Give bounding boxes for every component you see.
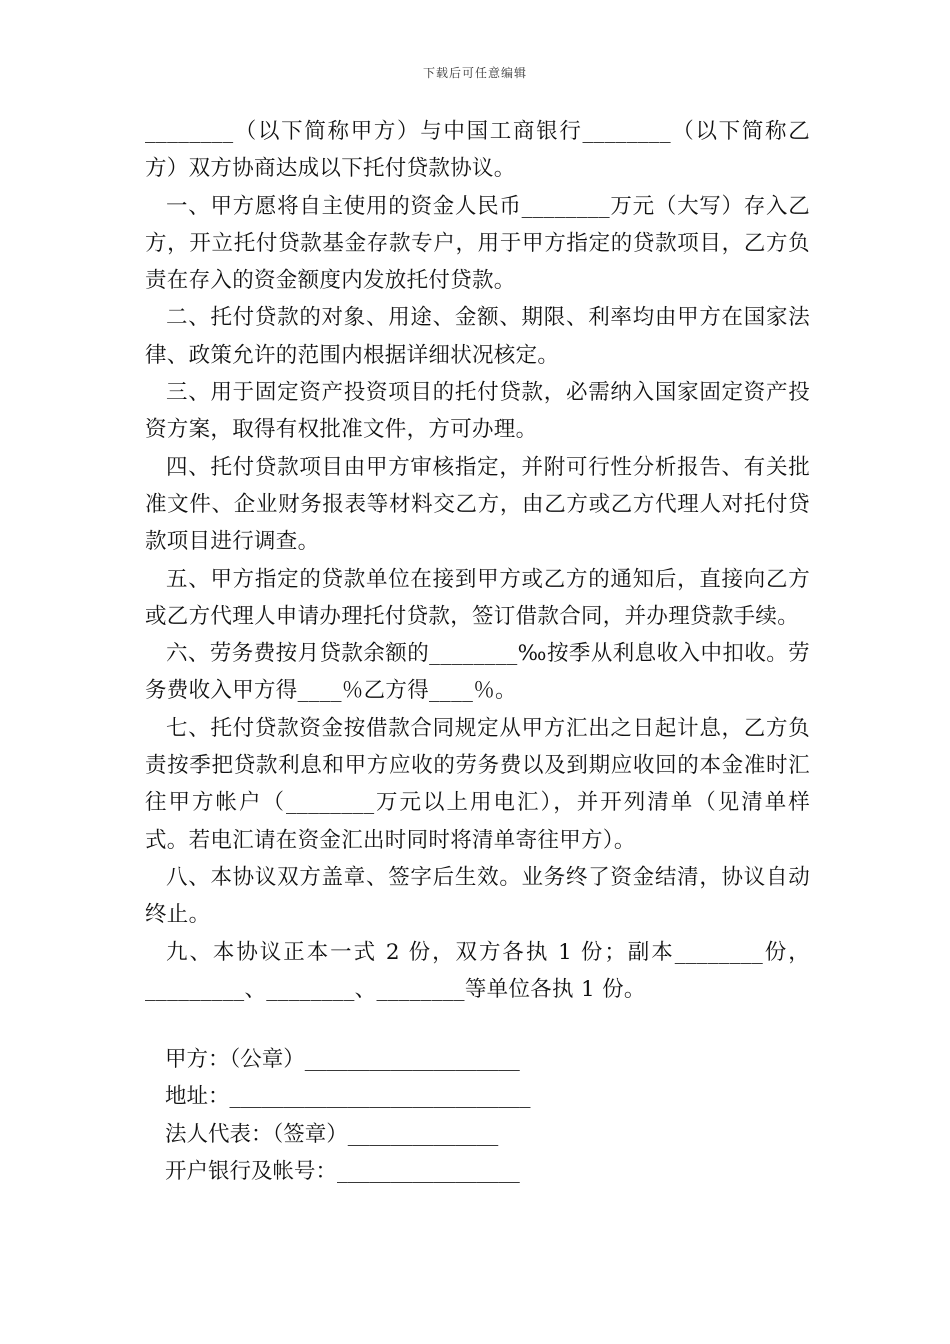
- signature-block: [165, 1041, 565, 1190]
- intro-paragraph: ________（以下简称甲方）与中国工商银行________（以下简称乙方）双方协商达成以下托付贷款协议。: [145, 119, 810, 182]
- clause-4: 四、托付贷款项目由甲方审核指定，并附可行性分析报告、有关批准文件、企业财务报表等材料交乙方，由乙方或乙方代理人对托付贷款项目进行调查。: [145, 454, 810, 555]
- clause-5: 五、甲方指定的贷款单位在接到甲方或乙方的通知后，直接向乙方或乙方代理人申请办理托付贷款，签订借款合同，并办理贷款手续。: [145, 566, 810, 629]
- clause-1: 一、甲方愿将自主使用的资金人民币________万元（大写）存入乙方，开立托付贷款基金存款专户，用于甲方指定的贷款项目，乙方负责在存入的资金额度内发放托付贷款。: [145, 193, 810, 294]
- clause-9: 九、本协议正本一式 2 份，双方各执 1 份；副本________份，_________、________、________等单位各执 1 份。: [145, 939, 810, 1002]
- agreement-body: [145, 113, 810, 1008]
- clause-6: 六、劳务费按月贷款余额的________‰按季从利息收入中扣收。劳务费收入甲方得____％乙方得____％。: [145, 641, 810, 704]
- clause-3: 三、用于固定资产投资项目的托付贷款，必需纳入国家固定资产投资方案，取得有权批准文件，方可办理。: [145, 380, 810, 443]
- page-header-note: 下载后可任意编辑: [422, 66, 527, 80]
- party-a-seal-line: 甲方：（公章）____________________: [165, 1047, 520, 1072]
- address-line: 地址：____________________________: [165, 1084, 531, 1110]
- bank-account-line: 开户银行及帐号：_________________: [165, 1158, 520, 1184]
- legal-representative-line: 法人代表：（签章）______________: [165, 1121, 499, 1147]
- clause-7: 七、托付贷款资金按借款合同规定从甲方汇出之日起计息，乙方负责按季把贷款利息和甲方应收的劳务费以及到期应收回的本金准时汇往甲方帐户（________万元以上用电汇），并开列清单（见清单样式。若电汇请在资金汇出时同时将清单寄往甲方）。: [145, 715, 810, 853]
- clause-8: 八、本协议双方盖章、签字后生效。业务终了资金结清，协议自动终止。: [145, 864, 810, 928]
- clause-2: 二、托付贷款的对象、用途、金额、期限、利率均由甲方在国家法律、政策允许的范围内根据详细状况核定。: [145, 305, 810, 368]
